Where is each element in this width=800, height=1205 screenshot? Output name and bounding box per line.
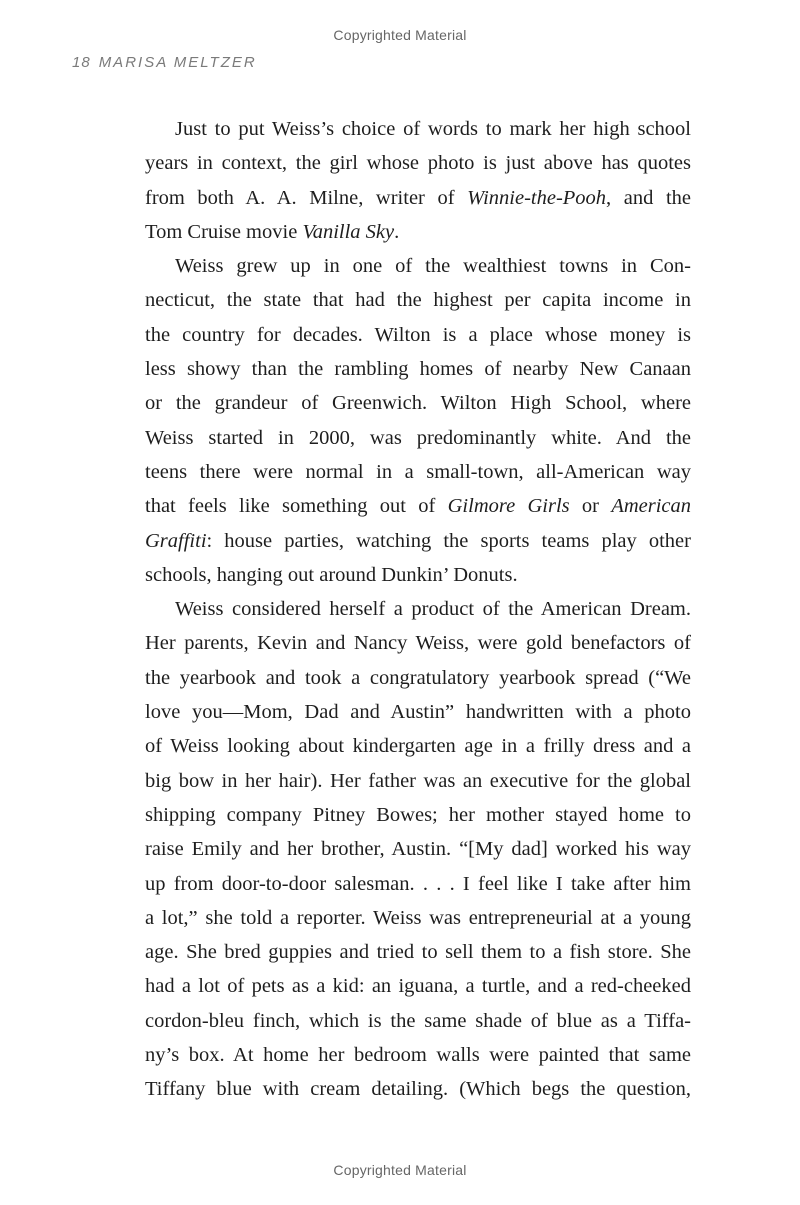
text-run: shipping company Pitney Bowes; her mother stayed home to (145, 803, 691, 826)
text-run: Tom Cruise movie (145, 220, 303, 243)
text-run: a lot,” she told a reporter. Weiss was entrepreneurial at a young (145, 906, 691, 929)
paragraph (145, 249, 691, 592)
text-run: : house parties, watching the sports teams play other (206, 529, 691, 552)
text-line (145, 1038, 691, 1072)
text-line (145, 1004, 691, 1038)
text-line (145, 729, 691, 763)
paragraph (145, 112, 691, 249)
text-run: Weiss started in 2000, was predominantly white. And the (145, 426, 691, 449)
text-line (145, 283, 691, 317)
text-line (145, 489, 691, 523)
text-run: up from door-to-door salesman. . . . I feel like I take after him (145, 872, 691, 895)
text-line (145, 832, 691, 866)
text-run: the yearbook and took a congratulatory yearbook spread (“We (145, 666, 691, 689)
italic-title: Gilmore Girls (447, 495, 570, 518)
book-body-text (145, 112, 691, 1107)
text-line (145, 867, 691, 901)
text-run: or the grandeur of Greenwich. Wilton High School, where (145, 392, 691, 415)
text-run: Tiffany blue with cream detailing. (Which begs the question, (145, 1078, 691, 1101)
text-line (145, 249, 691, 283)
paragraph (145, 592, 691, 1106)
text-run: age. She bred guppies and tried to sell them to a fish store. She (145, 941, 691, 964)
text-line (145, 455, 691, 489)
page-number: 18 (72, 54, 91, 71)
text-run: big bow in her hair). Her father was an executive for the global (145, 769, 691, 792)
text-run: the country for decades. Wilton is a place whose money is (145, 323, 691, 346)
running-header (72, 54, 257, 71)
text-run: raise Emily and her brother, Austin. “[My dad] worked his way (145, 838, 691, 861)
text-run: had a lot of pets as a kid: an iguana, a turtle, and a red-cheeked (145, 975, 691, 998)
text-run: or (569, 495, 612, 518)
text-line (145, 764, 691, 798)
text-line (145, 352, 691, 386)
text-line (145, 661, 691, 695)
text-run: Weiss considered herself a product of the American Dream. (175, 598, 691, 621)
text-line (145, 592, 691, 626)
text-line (145, 558, 691, 592)
text-run: Weiss grew up in one of the wealthiest towns in Con- (175, 255, 691, 278)
text-line (145, 524, 691, 558)
text-line (145, 969, 691, 1003)
text-line (145, 626, 691, 660)
italic-title: Vanilla Sky (302, 220, 395, 243)
text-run: love you—Mom, Dad and Austin” handwritten with a photo (145, 701, 691, 724)
text-line (145, 112, 691, 146)
text-run: teens there were normal in a small-town, all-American way (145, 460, 691, 483)
text-line (145, 935, 691, 969)
text-run: . (394, 220, 400, 243)
text-run: years in context, the girl whose photo is just above has quotes (145, 152, 691, 175)
text-run: necticut, the state that had the highest per capita income in (145, 289, 691, 312)
italic-title: Winnie-the-Pooh (467, 186, 607, 209)
text-line (145, 421, 691, 455)
text-line (145, 798, 691, 832)
text-line (145, 181, 691, 215)
text-line (145, 146, 691, 180)
italic-title: Graffiti (145, 529, 207, 552)
text-line (145, 1072, 691, 1106)
text-run: cordon-bleu finch, which is the same shade of blue as a Tiffa- (145, 1009, 691, 1032)
text-line (145, 215, 691, 249)
text-line (145, 386, 691, 420)
copyright-watermark-top: Copyrighted Material (333, 27, 467, 43)
author-name: MARISA MELTZER (98, 54, 257, 71)
text-line (145, 695, 691, 729)
text-run: that feels like something out of (145, 495, 448, 518)
text-run: ny’s box. At home her bedroom walls were painted that same (145, 1044, 691, 1067)
italic-title: American (611, 495, 692, 518)
text-run: Her parents, Kevin and Nancy Weiss, were gold benefactors of (145, 632, 691, 655)
text-run: less showy than the rambling homes of nearby New Canaan (145, 358, 691, 381)
copyright-watermark-bottom: Copyrighted Material (333, 1162, 467, 1178)
text-run: , and the (606, 186, 691, 209)
text-line (145, 318, 691, 352)
text-run: Just to put Weiss’s choice of words to mark her high school (175, 118, 691, 140)
text-line (145, 901, 691, 935)
text-run: from both A. A. Milne, writer of (145, 186, 468, 209)
text-run: schools, hanging out around Dunkin’ Donuts. (145, 563, 518, 586)
text-run: of Weiss looking about kindergarten age in a frilly dress and a (145, 735, 691, 758)
